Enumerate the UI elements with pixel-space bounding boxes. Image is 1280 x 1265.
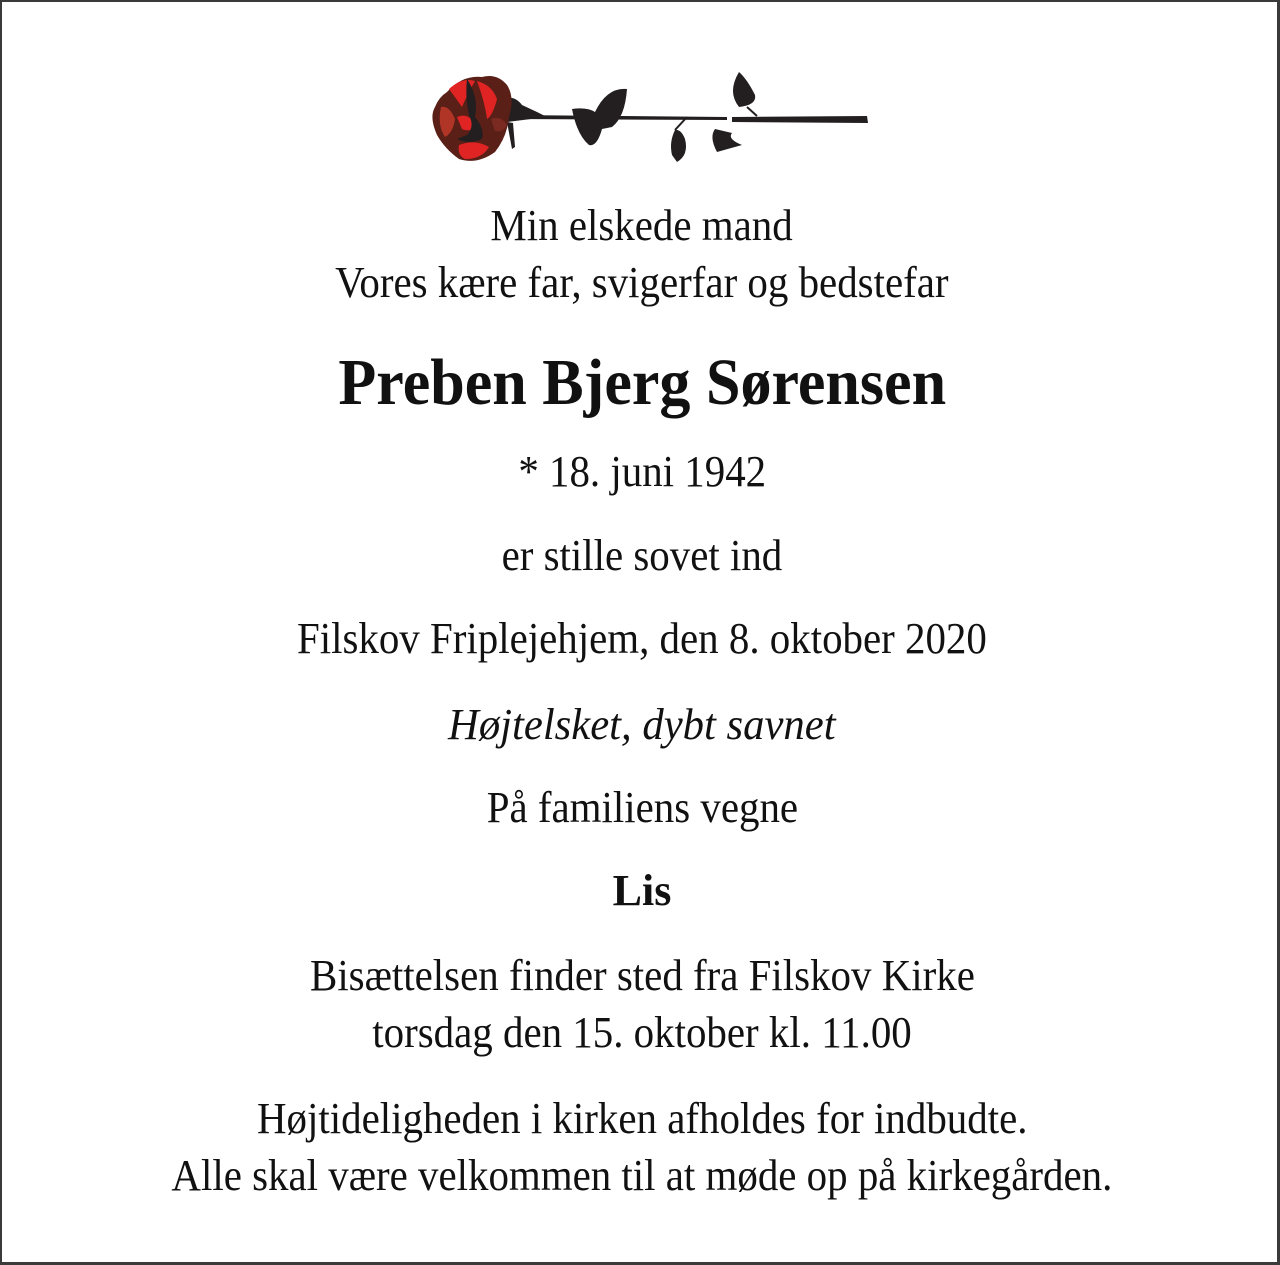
signer-name: Lis (612, 866, 672, 915)
tribute-text: Højtelsket, dybt savnet (448, 700, 836, 749)
notice-line-2: Alle skal være velkommen til at møde op på kirkegården. (171, 1151, 1113, 1200)
funeral-line-1: Bisættelsen finder sted fra Filskov Kirke (309, 951, 975, 1000)
deceased-name: Preben Bjerg Sørensen (338, 346, 946, 419)
birth-date: * 18. juni 1942 (518, 447, 766, 496)
passing-place-date: Filskov Friplejehjem, den 8. oktober 2020 (297, 614, 987, 663)
funeral-line-2: torsdag den 15. oktober kl. 11.00 (372, 1008, 912, 1057)
rose-icon (427, 67, 872, 167)
notice-line-1: Højtideligheden i kirken afholdes for indbudte. (256, 1094, 1028, 1143)
intro-line-2: Vores kære far, svigerfar og bedstefar (335, 258, 949, 307)
on-behalf-text: På familiens vegne (486, 783, 798, 832)
intro-line-1: Min elskede mand (490, 201, 794, 250)
passing-statement: er stille sovet ind (501, 531, 783, 580)
